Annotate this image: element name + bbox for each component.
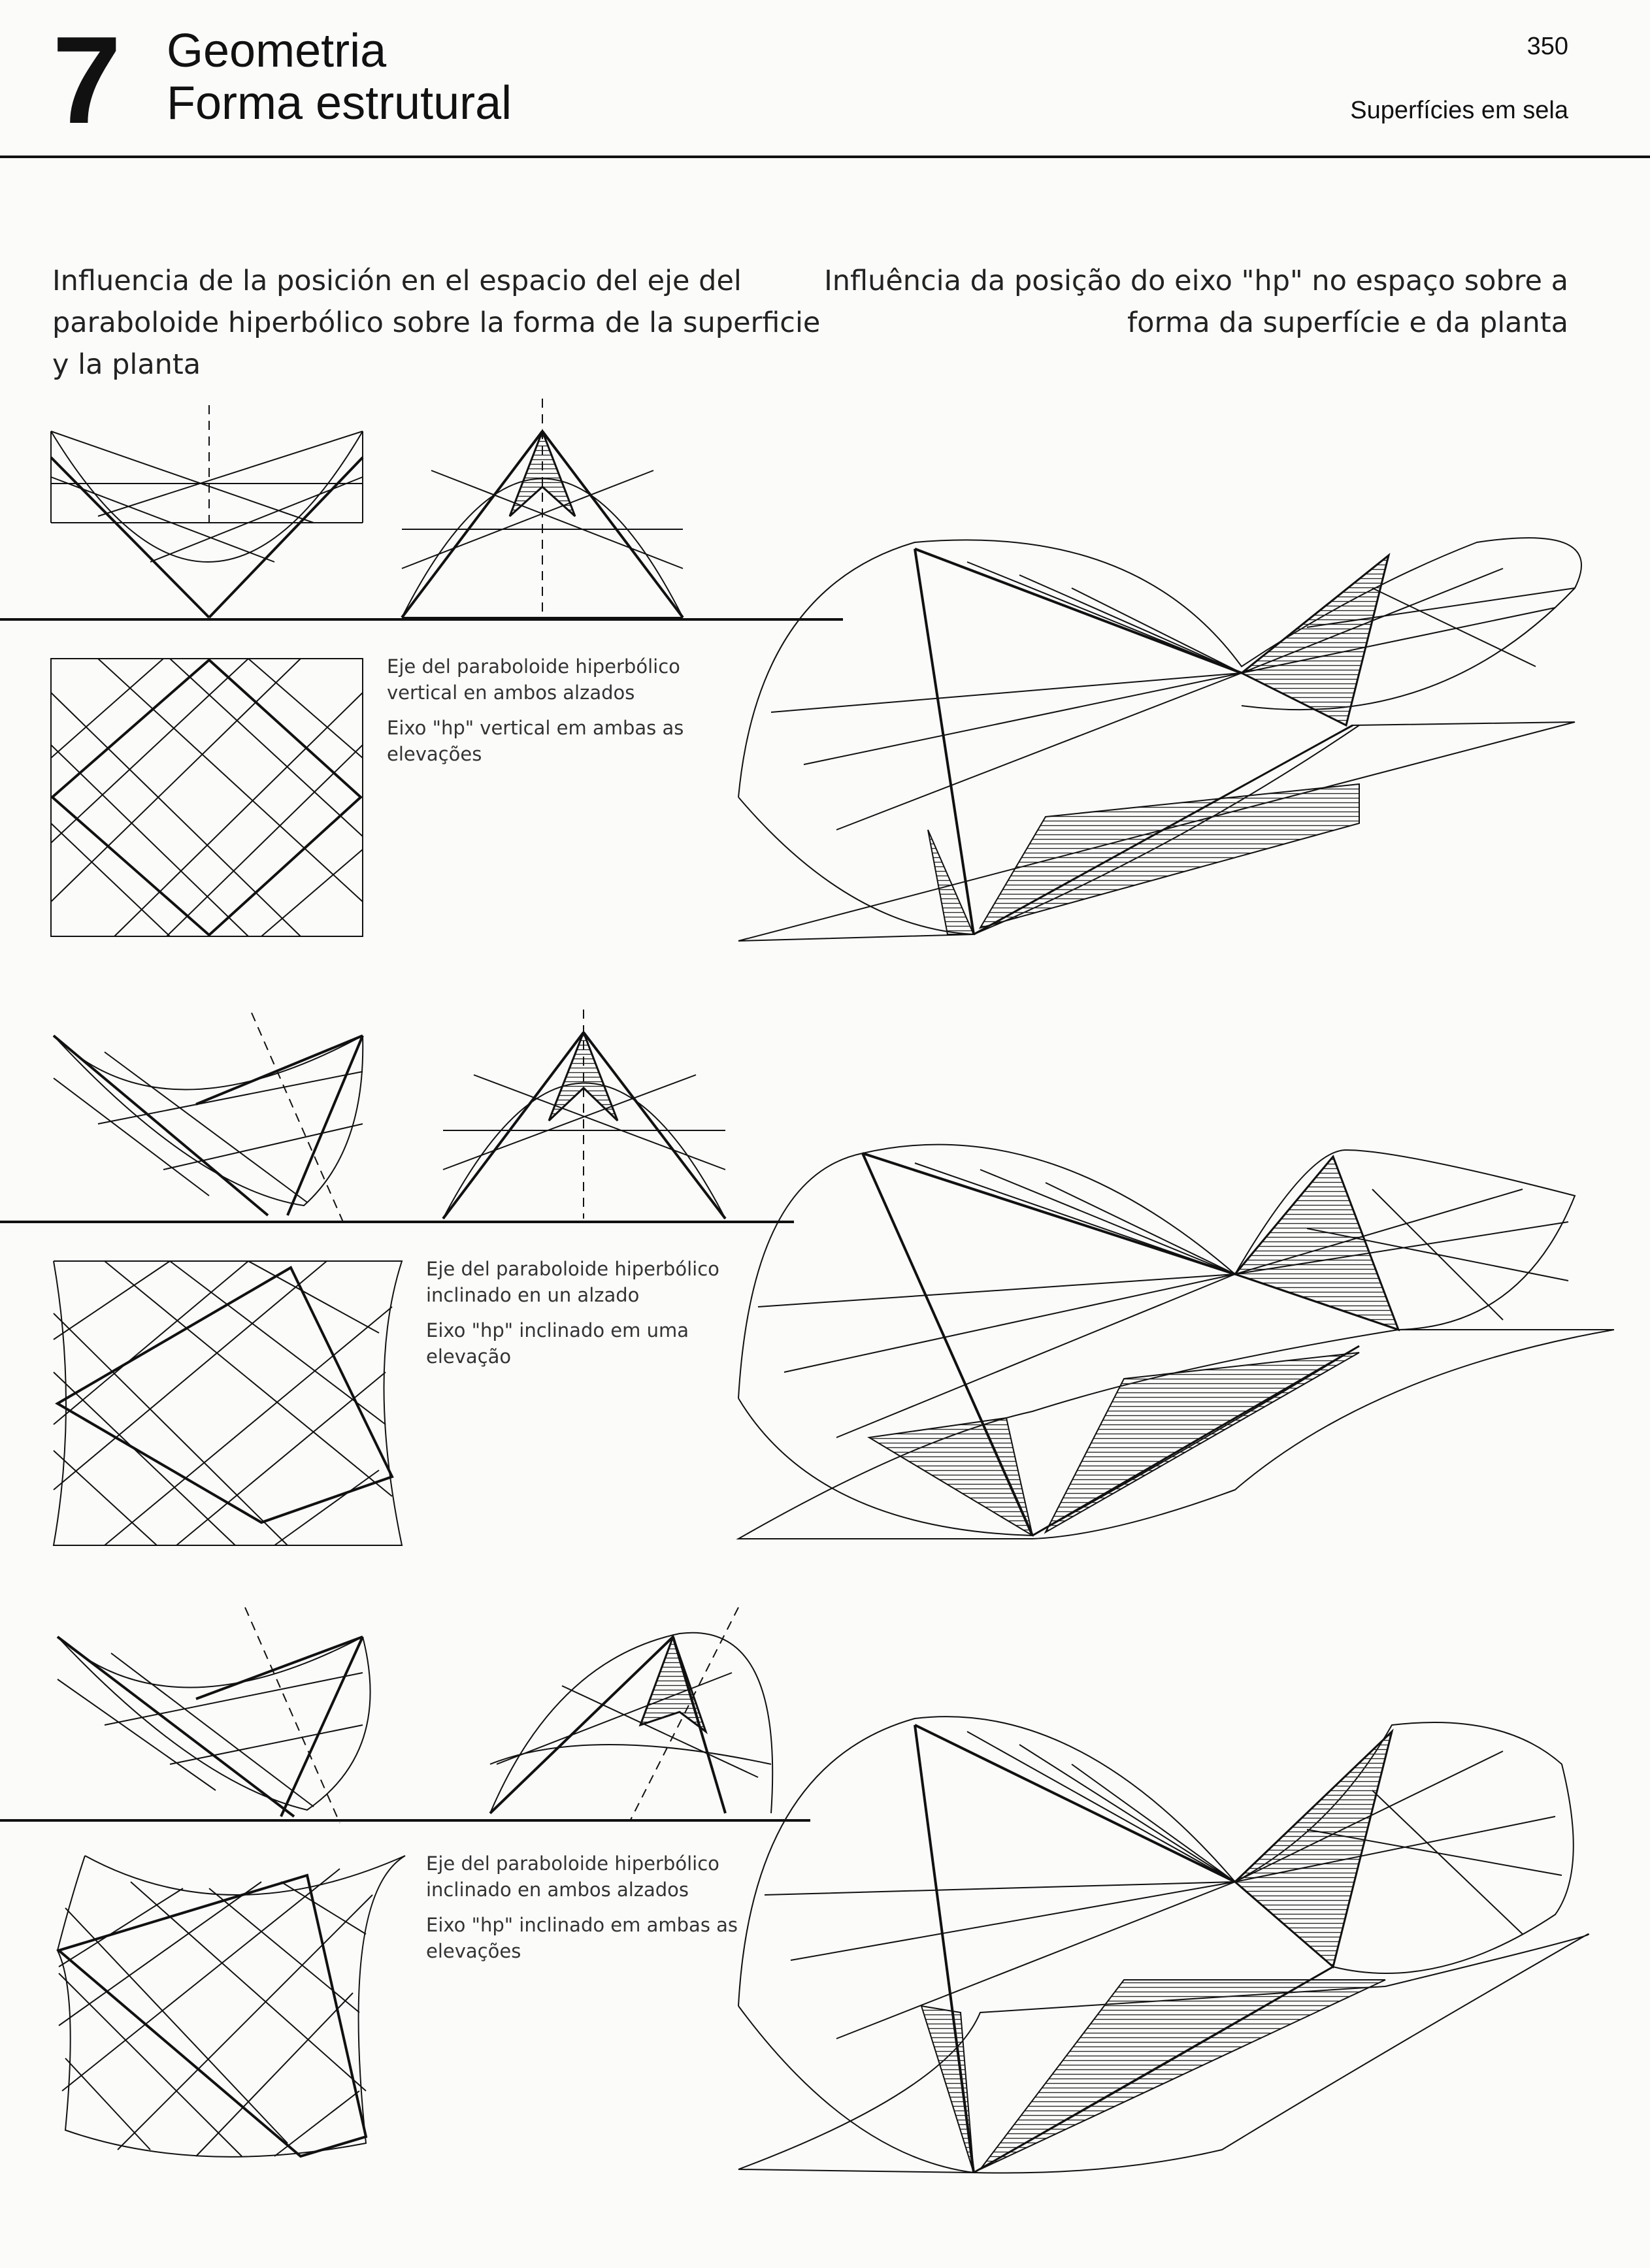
intro-text-portuguese: Influência da posição do eixo "hp" no espaço sobre a forma da superfície e da planta	[824, 265, 1568, 339]
caption-3-portuguese: Eixo "hp" inclinado em ambas as elevações	[426, 1914, 738, 1962]
page-number: 350	[1526, 33, 1568, 60]
fig2-plan	[54, 1261, 402, 1545]
caption-figure-2	[426, 1256, 766, 1370]
fig2-elevation-b	[443, 1010, 725, 1219]
caption-1-portuguese: Eixo "hp" vertical em ambas as elevações	[387, 717, 684, 765]
chapter-title: Geometria	[167, 25, 387, 77]
fig2-elevation-a	[54, 1013, 363, 1222]
intro-text-spanish: Influencia de la posición en el espacio del eje del paraboloide hiperbólico sobre la forma de la superficie y la planta	[52, 265, 821, 381]
fig2-perspective	[738, 1145, 1614, 1539]
fig3-elevation-b	[490, 1607, 772, 1820]
section-title: Superfícies em sela	[1350, 97, 1568, 124]
fig1-elevation-a	[51, 405, 363, 617]
fig3-perspective	[738, 1717, 1589, 2173]
caption-2-portuguese: Eixo "hp" inclinado em uma elevação	[426, 1319, 689, 1368]
fig1-perspective	[738, 538, 1581, 941]
chapter-number: 7	[52, 11, 122, 150]
caption-2-spanish: Eje del paraboloide hiperbólico inclinado en un alzado	[426, 1258, 719, 1306]
caption-1-spanish: Eje del paraboloide hiperbólico vertical en ambos alzados	[387, 655, 680, 704]
chapter-subtitle: Forma estrutural	[167, 77, 512, 129]
fig3-plan	[58, 1856, 405, 2157]
caption-figure-3	[426, 1850, 766, 1964]
caption-figure-1	[387, 653, 727, 767]
fig1-elevation-b	[402, 399, 683, 617]
caption-3-spanish: Eje del paraboloide hiperbólico inclinado en ambos alzados	[426, 1852, 719, 1901]
fig3-elevation-a	[58, 1607, 371, 1823]
fig1-plan	[51, 659, 363, 936]
